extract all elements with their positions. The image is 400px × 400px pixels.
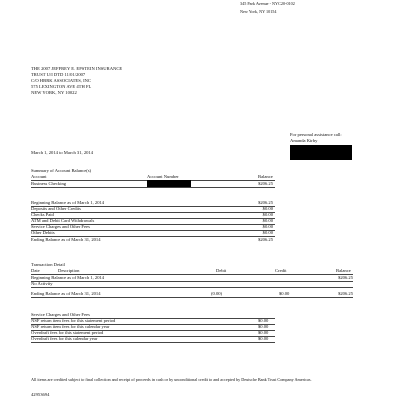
addressee-line: C/O HBRK ASSOCIATES, INC — [31, 78, 91, 83]
addressee-line: NEW YORK, NY 10022 — [31, 90, 77, 95]
fee-row-label: Overdraft fees for this calendar year — [31, 336, 98, 341]
credit-header: Credit — [275, 268, 287, 273]
business-checking-label: Business Checking — [31, 181, 67, 186]
assistance-label: For personal assistance call: — [290, 132, 342, 137]
fee-row-label: Overdraft fees for this statement period — [31, 330, 104, 335]
date-header: Date — [31, 268, 40, 273]
summary-row-value: $0.00 — [262, 224, 273, 229]
row-rule — [31, 287, 353, 288]
row-rule — [31, 212, 275, 213]
addressee-line: 575 LEXINGTON AVE 4TH FL — [31, 84, 92, 89]
summary-row-value: $0.00 — [262, 206, 273, 211]
summary-row-label: Ending Balance as of March 31, 2014 — [31, 237, 101, 242]
summary-row-value: $0.00 — [262, 230, 273, 235]
balance-header: Balance — [258, 174, 273, 179]
credit-disclaimer: All items are credited subject to final collection and receipt of proceeds in cash or by unconditional credit to and accepted by Deutsche Bank Trust Company Americas. — [31, 377, 312, 382]
transaction-debit: (0.00) — [211, 291, 223, 296]
summary-row-label: Beginning Balance as of March 1, 2014 — [31, 200, 105, 205]
row-rule — [31, 297, 353, 298]
redacted-phone-number — [290, 145, 352, 160]
summary-row-value: $0.00 — [262, 212, 273, 217]
debit-header: Debit — [216, 268, 227, 273]
bank-address-line-2: New York, NY 10154 — [240, 9, 277, 14]
assistance-contact-name: Amanda Kirby — [290, 138, 318, 143]
transaction-detail-title: Transaction Detail — [31, 262, 65, 267]
row-rule — [31, 230, 275, 231]
summary-row-label: Checks Paid — [31, 212, 54, 217]
account-number-header: Account Number — [147, 174, 179, 179]
fee-row-value: $0.00 — [258, 324, 269, 329]
summary-row-value: $206.25 — [258, 237, 273, 242]
transaction-balance: $206.25 — [338, 275, 353, 280]
fee-row-value: $0.00 — [258, 330, 269, 335]
reference-number: 42953694 — [31, 392, 50, 397]
transaction-credit: $0.00 — [279, 291, 290, 296]
business-checking-balance: $206.25 — [258, 181, 273, 186]
fee-row-value: $0.00 — [258, 336, 269, 341]
row-rule — [31, 281, 353, 282]
transaction-description: No Activity — [31, 281, 53, 286]
addressee-line: TRUST U/I DTD 11/01/2007 — [31, 72, 86, 77]
account-summary-title: Summary of Account Balance(s) — [31, 168, 92, 173]
fee-row-label: NSF return item fees for this calendar year — [31, 324, 110, 329]
summary-row-value: $0.00 — [262, 218, 273, 223]
fee-row-label: NSF return item fees for this statement period — [31, 318, 116, 323]
summary-row-label: ATM and Debit Card Withdrawals — [31, 218, 95, 223]
statement-period: March 1, 2014 to March 31, 2014 — [31, 150, 94, 155]
addressee-line: THE 2007 JEFFREY E. EPSTEIN INSURANCE — [31, 66, 123, 71]
redacted-account-number — [147, 180, 191, 187]
row-rule — [31, 187, 275, 188]
transaction-description: Ending Balance as of March 31, 2014 — [31, 291, 101, 296]
bank-address-line-1: 345 Park Avenue - NYC20-0102 — [240, 1, 295, 6]
summary-row-label: Deposits and Other Credits — [31, 206, 81, 211]
summary-row-value: $206.25 — [258, 200, 273, 205]
summary-row-label: Service Charges and Other Fees — [31, 224, 90, 229]
balance-column-header: Balance — [336, 268, 351, 273]
account-header: Account — [31, 174, 47, 179]
summary-row-label: Other Debits — [31, 230, 55, 235]
description-header: Description — [58, 268, 80, 273]
transaction-balance: $206.25 — [338, 291, 353, 296]
fee-row-value: $0.00 — [258, 318, 269, 323]
row-rule — [31, 342, 275, 343]
service-fees-title: Service Charges and Other Fees — [31, 312, 90, 317]
transaction-description: Beginning Balance as of March 1, 2014 — [31, 275, 105, 280]
